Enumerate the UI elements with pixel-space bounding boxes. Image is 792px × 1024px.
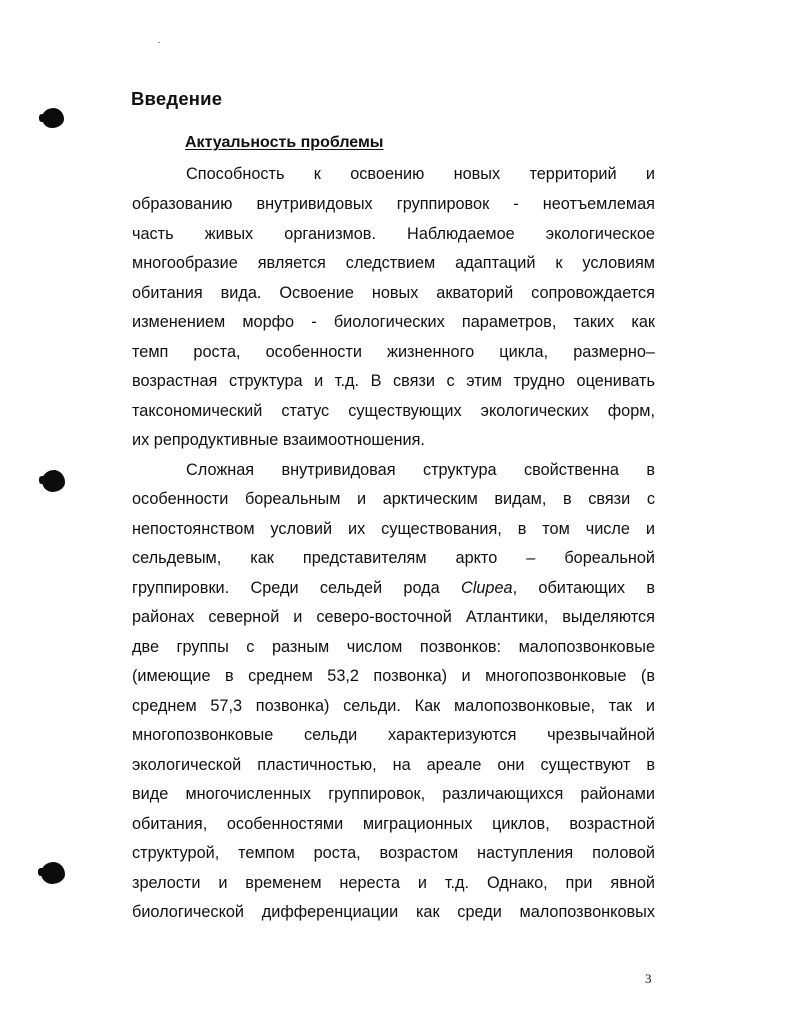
- text-fragment: , обитающих в: [512, 579, 655, 597]
- text-line: экологической пластичностью, на ареале они существуют в: [132, 756, 655, 774]
- genus-name: Clupea: [461, 579, 513, 597]
- text-line: биологической дифференциации как среди малопозвонковых: [132, 903, 655, 921]
- text-line: изменением морфо - биологических параметров, таких как: [132, 313, 655, 331]
- text-line: непостоянством условий их существования, в том числе и: [132, 520, 655, 538]
- text-line: многопозвонковые сельди характеризуются чрезвычайной: [132, 726, 655, 744]
- scan-speck: [158, 42, 160, 43]
- text-line: обитания, особенностями миграционных циклов, возрастной: [132, 815, 655, 833]
- text-line: возрастная структура и т.д. В связи с этим трудно оценивать: [132, 372, 655, 390]
- text-line: многообразие является следствием адаптаций к условиям: [132, 254, 655, 272]
- text-line: таксономический статус существующих экологических форм,: [132, 402, 655, 420]
- section-subheading: Актуальность проблемы: [185, 134, 384, 151]
- text-line: обитания вида. Освоение новых акваторий сопровождается: [132, 284, 655, 302]
- text-line: особенности бореальным и арктическим видам, в связи с: [132, 490, 655, 508]
- text-line-with-genus: [132, 578, 655, 598]
- text-line: образованию внутривидовых группировок - неотъемлемая: [132, 195, 655, 213]
- page-number: 3: [645, 971, 652, 986]
- text-line: сельдевым, как представителям аркто – бореальной: [132, 549, 655, 567]
- text-line: Способность к освоению новых территорий и: [186, 165, 655, 183]
- binder-hole-mark: [42, 470, 65, 492]
- text-line: часть живых организмов. Наблюдаемое экологическое: [132, 225, 655, 243]
- text-line: районах северной и северо-восточной Атлантики, выделяются: [132, 608, 655, 626]
- binder-hole-mark: [41, 862, 65, 884]
- binder-hole-mark: [42, 108, 64, 128]
- text-line: структурой, темпом роста, возрастом наступления половой: [132, 844, 655, 862]
- text-line: среднем 57,3 позвонка) сельди. Как малопозвонковые, так и: [132, 697, 655, 715]
- text-fragment: группировки. Среди сельдей рода: [132, 579, 461, 597]
- section-heading: Введение: [131, 88, 223, 109]
- text-line: Сложная внутривидовая структура свойственна в: [186, 461, 655, 479]
- text-line: их репродуктивные взаимоотношения.: [132, 431, 425, 449]
- text-line: две группы с разным числом позвонков: малопозвонковые: [132, 638, 655, 656]
- text-line: (имеющие в среднем 53,2 позвонка) и многопозвонковые (в: [132, 667, 655, 685]
- text-line: зрелости и временем нереста и т.д. Однако, при явной: [132, 874, 655, 892]
- text-line: темп роста, особенности жизненного цикла, размерно–: [132, 343, 655, 361]
- text-line: виде многочисленных группировок, различающихся районами: [132, 785, 655, 803]
